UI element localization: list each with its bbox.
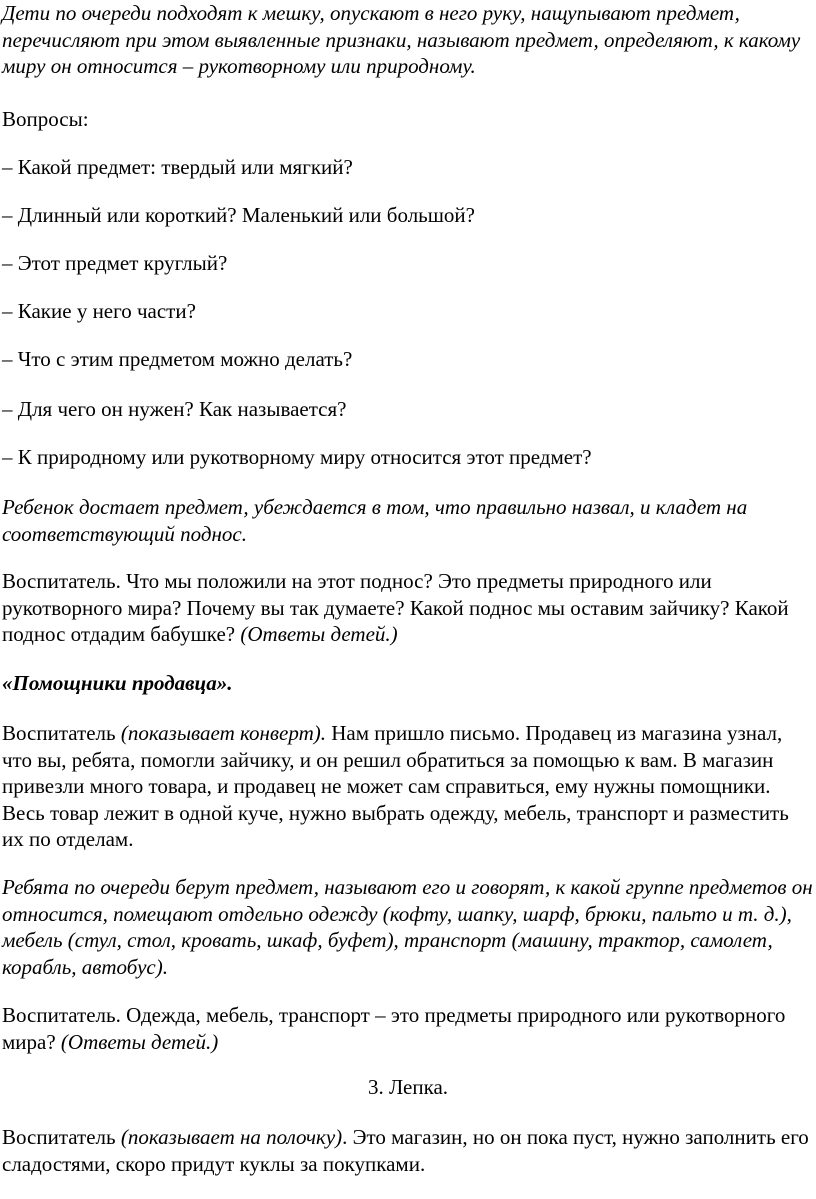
teacher-action-note: (показывает конверт). — [120, 721, 326, 745]
question-item: – Этот предмет круглый? — [2, 251, 228, 275]
teacher-paragraph-4 — [2, 1124, 814, 1177]
intro-paragraph: Дети по очереди подходят к мешку, опускают в него руку, нащупывают предмет, перечисляют при этом выявленные признаки, называют предмет, определяют, к какому миру он относится – рукотворному или природному. — [2, 1, 801, 78]
children-answers-note: (Ответы детей.) — [60, 1029, 219, 1054]
teacher-lead: Воспитатель — [2, 1125, 121, 1149]
kids-action-paragraph: Ребята по очереди берут предмет, называют его и говорят, к какой группе предметов он относится, помещают отдельно одежду (кофту, шапку, шарф, брюки, пальто и т. д.), мебель (стул, стол, кровать, шкаф, буфет), транспорт (машину, трактор, самолет, корабль, автобус). — [2, 875, 813, 979]
question-item: – Что с этим предметом можно делать? — [2, 347, 353, 371]
question-item: – Какой предмет: твердый или мягкий? — [2, 155, 353, 179]
section-heading: 3. Лепка. — [367, 1075, 449, 1099]
question-item: – Для чего он нужен? Как называется? — [2, 397, 347, 421]
teacher-text: Воспитатель. Что мы положили на этот поднос? Это предметы природного или рукотворного мира? Почему вы так думаете? Какой поднос мы оставим зайчику? Какой поднос отдадим бабушке? — [2, 569, 789, 646]
question-item: – К природному или рукотворному миру относится этот предмет? — [2, 445, 592, 469]
teacher-text: Нам пришло письмо. Продавец из магазина узнал, что вы, ребята, помогли зайчику, и он решил обратиться за помощью к вам. В магазин привезли много товара, и продавец не может сам справиться, ему нужны помощники. Весь товар лежит в одной куче, нужно выбрать одежду, мебель, транспорт и разместить их по отделам. — [2, 721, 789, 851]
teacher-text: . Это магазин, но он пока пуст, нужно заполнить его сладостями, скоро придут куклы за покупками. — [2, 1125, 809, 1176]
questions-label: Вопросы: — [2, 107, 89, 131]
game-heading — [2, 670, 232, 699]
child-action-paragraph: Ребенок достает предмет, убеждается в том, что правильно назвал, и кладет на соответствующий поднос. — [2, 495, 748, 546]
question-item: – Какие у него части? — [2, 299, 196, 323]
teacher-text: Воспитатель. Одежда, мебель, транспорт – это предметы природного или рукотворного мира? — [2, 1003, 786, 1054]
game-title: «Помощники продавца». — [2, 671, 233, 695]
teacher-paragraph-1 — [2, 568, 814, 648]
children-answers-note: (Ответы детей.) — [240, 622, 398, 646]
question-item: – Длинный или короткий? Маленький или большой? — [2, 203, 475, 227]
teacher-lead: Воспитатель — [2, 721, 121, 745]
teacher-action-note: (показывает на полочку) — [120, 1125, 343, 1149]
teacher-paragraph-2 — [2, 720, 814, 853]
teacher-paragraph-3 — [2, 1002, 814, 1055]
